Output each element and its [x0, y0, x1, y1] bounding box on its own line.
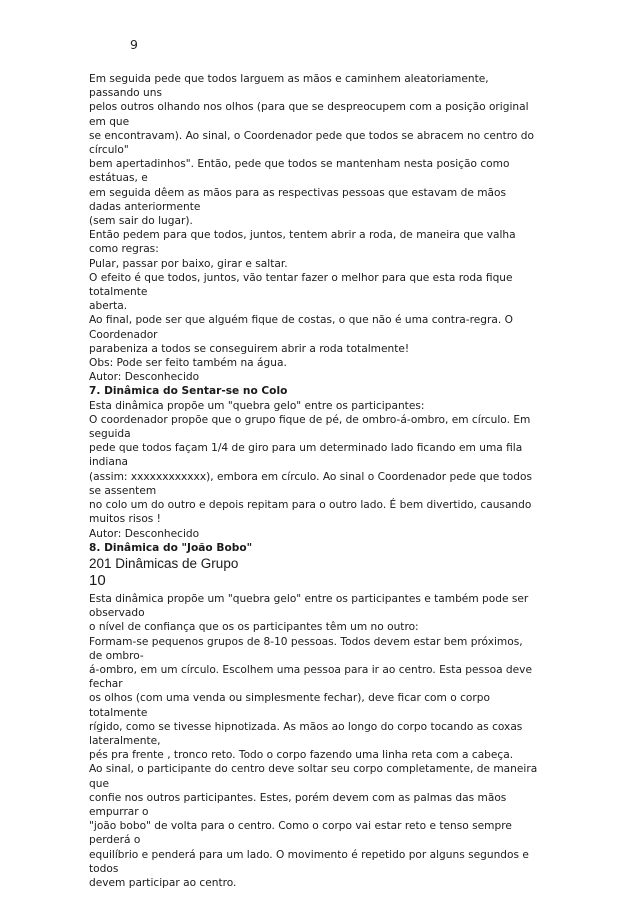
- text-line: se encontravam). Ao sinal, o Coordenador pede que todos se abracem no centro do: [89, 129, 534, 142]
- document-body: [89, 72, 549, 890]
- book-title: 201 Dinâmicas de Grupo: [89, 555, 239, 571]
- text-line: dadas anteriormente: [89, 200, 201, 213]
- text-line: rígido, como se tivesse hipnotizada. As mãos ao longo do corpo tocando as coxas: [89, 720, 523, 733]
- paragraph-block-2: [89, 399, 549, 541]
- text-line: fechar: [89, 678, 123, 691]
- page-number: 9: [130, 37, 138, 52]
- text-line: devem participar ao centro.: [89, 876, 237, 889]
- section-heading-8: 8. Dinâmica do "João Bobo": [89, 541, 253, 554]
- text-line: á-ombro, em um círculo. Escolhem uma pessoa para ir ao centro. Esta pessoa deve: [89, 663, 532, 676]
- paragraph-block-3: [89, 592, 549, 890]
- text-line: Em seguida pede que todos larguem as mãos e caminhem aleatoriamente,: [89, 73, 489, 85]
- text-line: Então pedem para que todos, juntos, tentem abrir a roda, de maneira que valha: [89, 229, 516, 242]
- text-line: pede que todos façam 1/4 de giro para um determinado lado ficando em uma fila: [89, 442, 523, 455]
- text-line: Ao sinal, o participante do centro deve soltar seu corpo completamente, de maneira: [89, 763, 538, 776]
- text-line: aberta.: [89, 300, 128, 313]
- text-line: em que: [89, 115, 130, 128]
- text-line: todos: [89, 862, 119, 875]
- text-line: Esta dinâmica propõe um "quebra gelo" entre os participantes e também pode ser: [89, 592, 529, 605]
- text-line: os olhos (com uma venda ou simplesmente fechar), deve ficar com o corpo: [89, 692, 490, 705]
- text-line: O efeito é que todos, juntos, vão tentar fazer o melhor para que esta roda fique: [89, 271, 513, 284]
- text-line: Formam-se pequenos grupos de 8-10 pessoas. Todos devem estar bem próximos,: [89, 635, 523, 648]
- text-line: (sem sair do lugar).: [89, 215, 193, 228]
- author-line: Autor: Desconhecido: [89, 371, 200, 384]
- text-line: lateralmente,: [89, 734, 161, 747]
- section-heading-7: 7. Dinâmica do Sentar-se no Colo: [89, 385, 288, 398]
- text-line: círculo": [89, 144, 129, 157]
- text-line: Ao final, pode ser que alguém fique de costas, o que não é uma contra-regra. O: [89, 314, 513, 327]
- text-line: de ombro-: [89, 649, 144, 662]
- text-line: muitos risos !: [89, 513, 161, 526]
- text-line: equilíbrio e penderá para um lado. O movimento é repetido por alguns segundos e: [89, 848, 529, 861]
- text-line: Obs: Pode ser feito também na água.: [89, 357, 287, 370]
- text-line: totalmente: [89, 286, 148, 299]
- text-line: Pular, passar por baixo, girar e saltar.: [89, 257, 288, 270]
- text-line: que: [89, 777, 109, 790]
- paragraph-block-1: [89, 72, 549, 384]
- text-line: observado: [89, 607, 145, 620]
- text-line: pelos outros olhando nos olhos (para que se despreocupem com a posição original: [89, 101, 529, 114]
- text-line: "joão bobo" de volta para o centro. Como o corpo vai estar reto e tenso sempre: [89, 820, 512, 833]
- text-line: indiana: [89, 456, 129, 469]
- author-line: Autor: Desconhecido: [89, 527, 200, 540]
- text-line: estátuas, e: [89, 172, 148, 185]
- text-line: confie nos outros participantes. Estes, porém devem com as palmas das mãos: [89, 791, 507, 804]
- text-line: pés pra frente , tronco reto. Todo o corpo fazendo uma linha reta com a cabeça.: [89, 749, 514, 762]
- text-line: seguida: [89, 428, 131, 441]
- text-line: perderá o: [89, 834, 141, 847]
- text-line: parabeniza a todos se conseguirem abrir a roda totalmente!: [89, 342, 410, 355]
- text-line: Esta dinâmica propõe um "quebra gelo" entre os participantes:: [89, 399, 425, 412]
- text-line: (assim: xxxxxxxxxxxx), embora em círculo. Ao sinal o Coordenador pede que todos: [89, 470, 533, 483]
- text-line: bem apertadinhos". Então, pede que todos se mantenham nesta posição como: [89, 158, 510, 171]
- text-line: em seguida dêem as mãos para as respectivas pessoas que estavam de mãos: [89, 186, 507, 199]
- text-line: Coordenador: [89, 328, 158, 341]
- text-line: se assentem: [89, 484, 157, 497]
- text-line: totalmente: [89, 706, 148, 719]
- text-line: empurrar o: [89, 805, 149, 818]
- text-line: no colo um do outro e depois repitam para o outro lado. É bem divertido, causando: [89, 499, 532, 512]
- text-line: o nível de confiança que os os participantes têm um no outro:: [89, 621, 419, 634]
- text-line: passando uns: [89, 87, 162, 100]
- page-number-large: 10: [89, 571, 106, 589]
- text-line: O coordenador propõe que o grupo fique de pé, de ombro-á-ombro, em círculo. Em: [89, 413, 531, 426]
- text-line: como regras:: [89, 243, 159, 256]
